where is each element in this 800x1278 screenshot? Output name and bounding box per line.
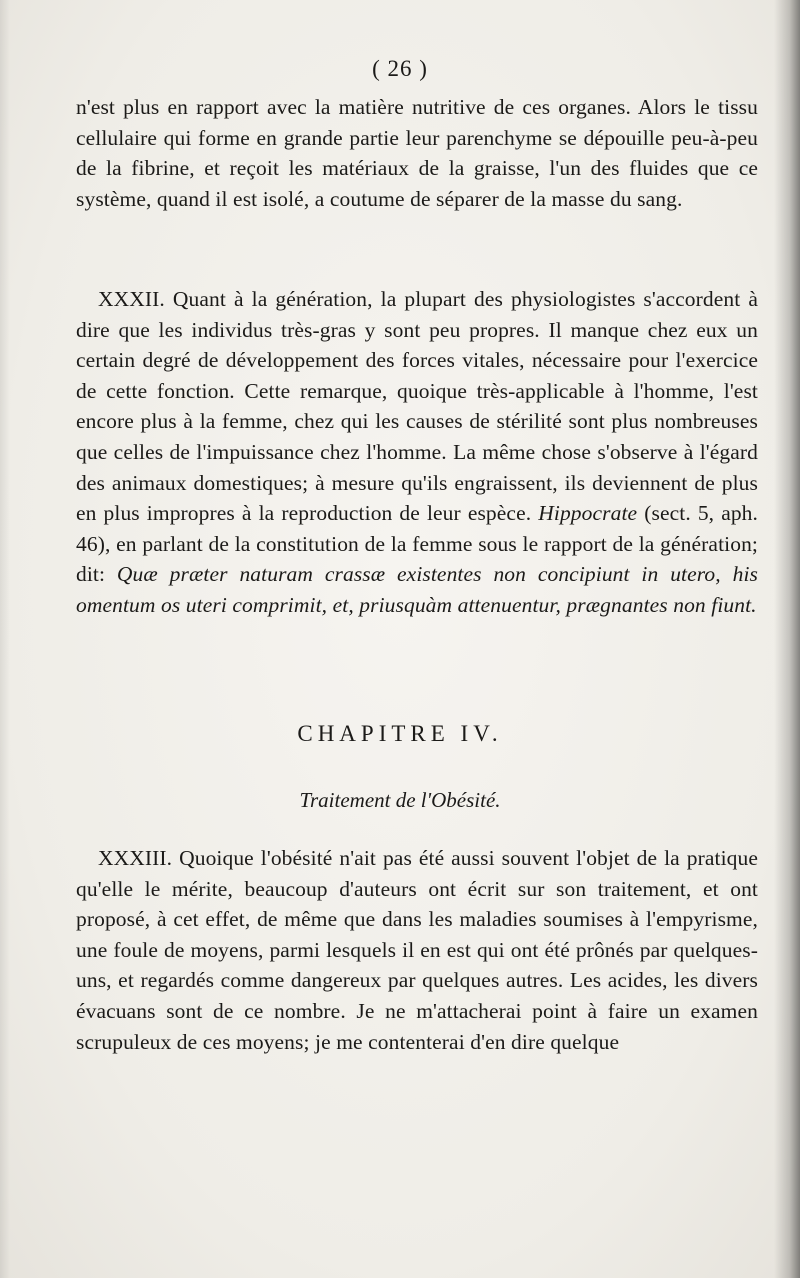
paragraph-xxxiii-text: XXXIII. Quoique l'obésité n'ait pas été aussi souvent l'objet de la pratique qu'elle le mérite, beaucoup d'auteurs ont écrit sur son traitement, et ont proposé, à cet effet, de même que dans les maladies soumises à l'empyrisme, une foule de moyens, parmi lesquels il en est qui ont été prônés par quelques-uns, et regardés comme dangereux par quelques autres. Les acides, les divers évacuans sont de ce nombre. Je ne m'attacherai point à faire un examen scrupuleux de ces moyens; je me contenterai d'en dire quelque xyxy=(76,846,758,1054)
page-spine-shadow xyxy=(774,0,800,1278)
page-number: ( 26 ) xyxy=(372,56,428,81)
citation-text: (sect. 5, aph. 46), en parlant de la constitution de la femme sous le rapport de la génération; dit: xyxy=(76,501,759,587)
paragraph-xxxii-text: XXXII. Quant à la génération, la plupart des physiologistes s'accordent à dire que les individus très-gras y sont peu propres. Il manque chez eux un certain degré de développement des forces vitales, nécessaire pour l'exercice de cette fonction. Cette remarque, quoique très-applicable à l'homme, l'est encore plus à la femme, chez qui les causes de stérilité sont plus nombreuses que celles de l'impuissance chez l'homme. La même chose s'observe à l'égard des animaux domestiques; à mesure qu'ils engraissent, ils deviennent de plus en plus impropres à la reproduction de leur espèce. xyxy=(76,287,758,526)
chapter-title: CHAPITRE IV. xyxy=(297,721,503,746)
paragraph-xxxiii xyxy=(76,843,758,1057)
paragraph-body xyxy=(76,284,758,621)
page-left-edge-shadow xyxy=(0,0,10,1278)
author-name: Hippocrate xyxy=(538,501,638,526)
latin-quote: Quæ præter naturam crassæ existentes non concipiunt in utero, his omentum os uteri comprimit, et, priusquàm attenuentur, prægnantes non fiunt. xyxy=(76,562,758,617)
paragraph-text: n'est plus en rapport avec la matière nutritive de ces organes. Alors le tissu cellulaire qui forme en grande partie leur parenchyme se dépouille peu-à-peu de la fibrine, et reçoit les matériaux de la graisse, l'un des fluides que ce système, quand il est isolé, a coutume de séparer de la masse du sang. xyxy=(76,95,758,211)
section-title: Traitement de l'Obésité. xyxy=(299,788,501,812)
paragraph-xxxii xyxy=(76,284,758,621)
paragraph-continuation xyxy=(76,92,758,214)
